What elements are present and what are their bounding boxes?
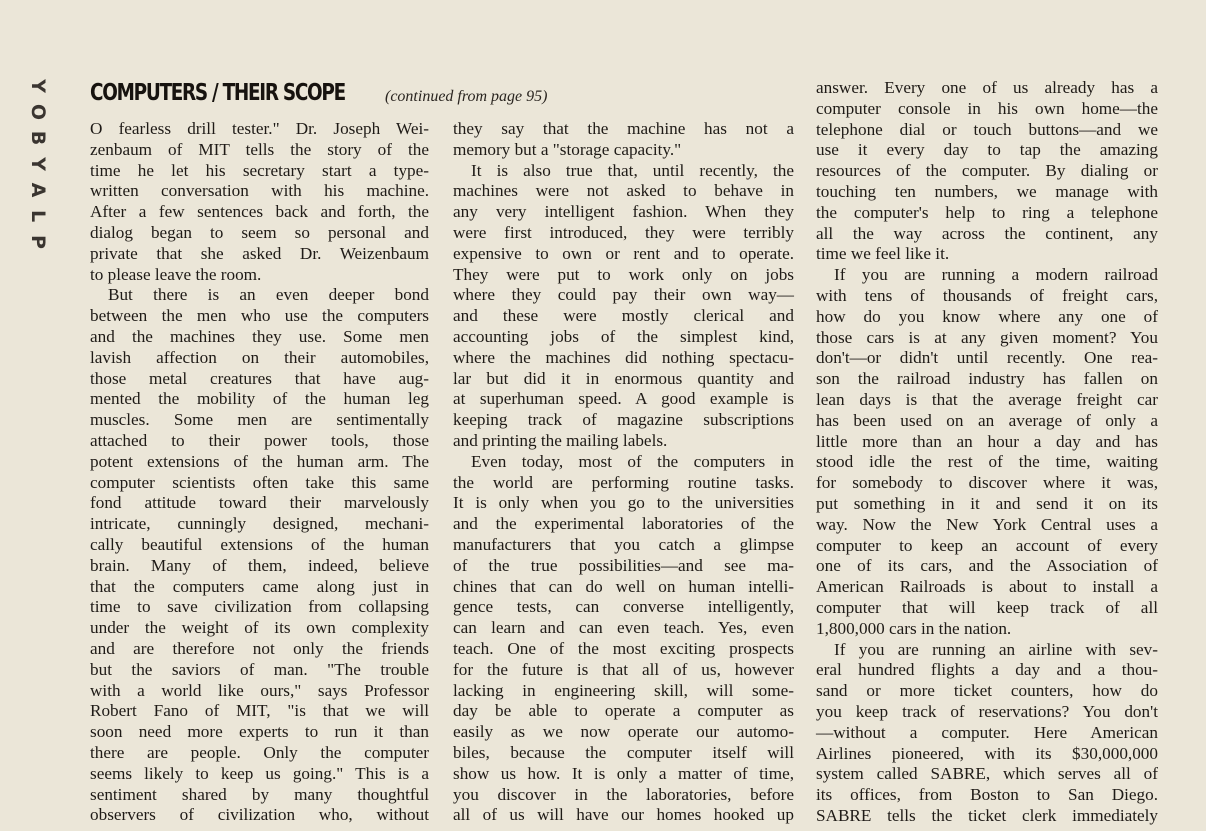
text-line: mented the mobility of the human leg	[90, 389, 429, 409]
text-line: for somebody to discover where it was,	[816, 473, 1158, 493]
text-line: It is only when you go to the universities	[453, 493, 794, 513]
text-line: 1,800,000 cars in the nation.	[816, 618, 1012, 638]
text-line: O fearless drill tester." Dr. Joseph Wei-	[90, 119, 429, 138]
text-line: attached to their power tools, those	[90, 430, 429, 450]
text-line: After a few sentences back and forth, the	[90, 202, 429, 222]
text-line: But there is an even deeper bond	[108, 285, 429, 305]
text-line: American Railroads is about to install a	[816, 577, 1158, 597]
text-line: of the true possibilities—and see ma-	[453, 555, 794, 575]
text-line: put something in it and send it on its	[816, 493, 1158, 513]
text-line: chines that can do well on human intelli-	[453, 576, 794, 596]
text-line: expensive to own or rent and to operate.	[453, 243, 794, 263]
spine-letter: B	[27, 130, 49, 146]
text-line: system called SABRE, which serves all of	[816, 764, 1158, 784]
text-line: potent extensions of the human arm. The	[90, 451, 429, 471]
text-line: computer to keep an account of every	[816, 535, 1158, 555]
text-line: They were put to work only on jobs	[453, 264, 794, 284]
text-line: gence tests, can converse intelligently,	[453, 597, 794, 617]
article-heading	[90, 80, 790, 116]
text-line: telephone dial or touch buttons—and we	[816, 119, 1158, 139]
text-line: day be able to operate a computer as	[453, 701, 794, 721]
text-line: its offices, from Boston to San Diego.	[816, 785, 1158, 805]
text-line: manufacturers that you catch a glimpse	[453, 534, 794, 554]
text-line: time we feel like it.	[816, 244, 950, 264]
text-line: keeping track of magazine subscriptions	[453, 410, 794, 430]
text-line: show us how. It is only a matter of time,	[453, 763, 794, 783]
text-line: that the computers came along just in	[90, 576, 429, 596]
text-line: and the experimental laboratories of the	[453, 514, 794, 534]
text-line: you discover in the laboratories, before	[453, 784, 794, 804]
text-line: observers of civilization who, without	[90, 805, 429, 825]
text-line: easily as we now operate our automo-	[453, 722, 794, 742]
text-line: how do you know where any one of	[816, 306, 1158, 326]
text-line: Even today, most of the computers in	[471, 451, 794, 471]
text-line: computer that will keep track of all	[816, 597, 1158, 617]
text-line: brain. Many of them, indeed, believe	[90, 555, 429, 575]
spine-letter: L	[27, 209, 49, 223]
text-line: biles, because the computer itself will	[453, 742, 794, 762]
text-line: lar but did it in enormous quantity and	[453, 368, 794, 388]
text-line: zenbaum of MIT tells the story of the	[90, 139, 429, 159]
spine-letter: Y	[27, 79, 49, 93]
text-line: SABRE tells the ticket clerk immediately	[816, 805, 1158, 825]
text-line: Robert Fano of MIT, "is that we will	[90, 701, 429, 721]
text-line: seems likely to keep us going." This is a	[90, 763, 429, 783]
text-line: for the future is that all of us, however	[453, 659, 794, 679]
text-line: touching ten numbers, we manage with	[816, 181, 1158, 201]
text-line: those metal creatures that have aug-	[90, 368, 429, 388]
text-line: If you are running an airline with sev-	[834, 639, 1158, 659]
text-line: the world are performing routine tasks.	[453, 472, 794, 492]
text-line: computer console in his own home—the	[816, 98, 1158, 118]
text-line: cally beautiful extensions of the human	[90, 534, 429, 554]
text-line: lavish affection on their automobiles,	[90, 347, 429, 367]
text-line: private that she asked Dr. Weizenbaum	[90, 243, 429, 263]
text-line: with tens of thousands of freight cars,	[816, 285, 1158, 305]
text-line: were first introduced, they were terribly	[453, 222, 794, 242]
text-line: all the way across the continent, any	[816, 223, 1158, 243]
text-line: memory but a "storage capacity."	[453, 139, 682, 159]
text-line: machines were not asked to behave in	[453, 181, 794, 201]
text-line: —without a computer. Here American	[816, 722, 1158, 742]
spine-letter: O	[27, 103, 49, 121]
text-line: written conversation with his machine.	[90, 181, 429, 201]
text-line: but the saviors of man. "The trouble	[90, 659, 429, 679]
text-line: sentiment shared by many thoughtful	[90, 784, 429, 804]
text-line: fond attitude toward their marvelously	[90, 493, 429, 513]
magazine-spine-label	[18, 76, 58, 256]
text-line: soon need more experts to run it than	[90, 722, 429, 742]
text-line: and printing the mailing labels.	[453, 430, 668, 450]
text-line: use it every day to tap the amazing	[816, 140, 1158, 160]
text-column-2	[453, 119, 794, 826]
text-line: those cars is at any given moment? You	[816, 327, 1158, 347]
text-line: any very intelligent fashion. When they	[453, 202, 794, 222]
text-line: resources of the computer. By dialing or	[816, 161, 1158, 181]
text-line: eral hundred flights a day and a thou-	[816, 660, 1158, 680]
text-line: time he let his secretary start a type-	[90, 160, 429, 180]
text-line: at superhuman speed. A good example is	[453, 389, 794, 409]
text-line: the computer's help to ring a telephone	[816, 202, 1158, 222]
text-line: where the machines did nothing spectacu-	[453, 347, 794, 367]
text-line: lacking in engineering skill, will some-	[453, 680, 794, 700]
text-line: between the men who use the computers	[90, 306, 429, 326]
text-line: can learn and can even teach. Yes, even	[453, 618, 794, 638]
text-line: computer scientists often take this same	[90, 472, 429, 492]
text-line: and these were mostly clerical and	[453, 306, 794, 326]
text-line: sand or more ticket counters, how do	[816, 681, 1158, 701]
text-line: son the railroad industry has fallen on	[816, 369, 1158, 389]
text-line: stood idle the rest of the time, waiting	[816, 452, 1158, 472]
text-line: one of its cars, and the Association of	[816, 556, 1158, 576]
text-line: teach. One of the most exciting prospects	[453, 638, 794, 658]
text-line: all of us will have our homes hooked up	[453, 805, 794, 825]
text-line: If you are running a modern railroad	[834, 265, 1158, 285]
text-line: to please leave the room.	[90, 264, 262, 284]
text-line: muscles. Some men are sentimentally	[90, 410, 429, 430]
text-line: accounting jobs of the simplest kind,	[453, 326, 794, 346]
article-title: COMPUTERS / THEIR SCOPE	[90, 80, 345, 106]
text-line: intricate, cunningly designed, mechani-	[90, 514, 429, 534]
text-line: and the machines they use. Some men	[90, 326, 429, 346]
text-line: lean days is that the average freight car	[816, 389, 1158, 409]
spine-letter: P	[27, 235, 49, 249]
text-line: little more than an hour a day and has	[816, 431, 1158, 451]
text-line: don't—or didn't until recently. One rea-	[816, 348, 1158, 368]
text-line: there are people. Only the computer	[90, 742, 429, 762]
text-line: they say that the machine has not a	[453, 119, 794, 138]
text-line: with a world like ours," says Professor	[90, 680, 429, 700]
text-line: It is also true that, until recently, the	[471, 160, 794, 180]
continued-note: (continued from page 95)	[385, 88, 548, 105]
text-line: under the weight of its own complexity	[90, 618, 429, 638]
text-line: has been used on an average of only a	[816, 410, 1158, 430]
text-line: you keep track of reservations? You don't	[816, 701, 1158, 721]
text-column-3	[816, 78, 1158, 827]
text-line: and are therefore not only the friends	[90, 638, 429, 658]
text-line: Airlines pioneered, with its $30,000,000	[816, 743, 1158, 763]
spine-letter: A	[27, 182, 49, 198]
text-column-1	[90, 119, 429, 826]
text-line: dialog began to seem so personal and	[90, 222, 429, 242]
spine-letter: Y	[27, 157, 49, 171]
text-line: way. Now the New York Central uses a	[816, 514, 1158, 534]
text-line: answer. Every one of us already has a	[816, 78, 1158, 97]
text-line: where they could pay their own way—	[453, 285, 794, 305]
text-line: time to save civilization from collapsing	[90, 597, 429, 617]
